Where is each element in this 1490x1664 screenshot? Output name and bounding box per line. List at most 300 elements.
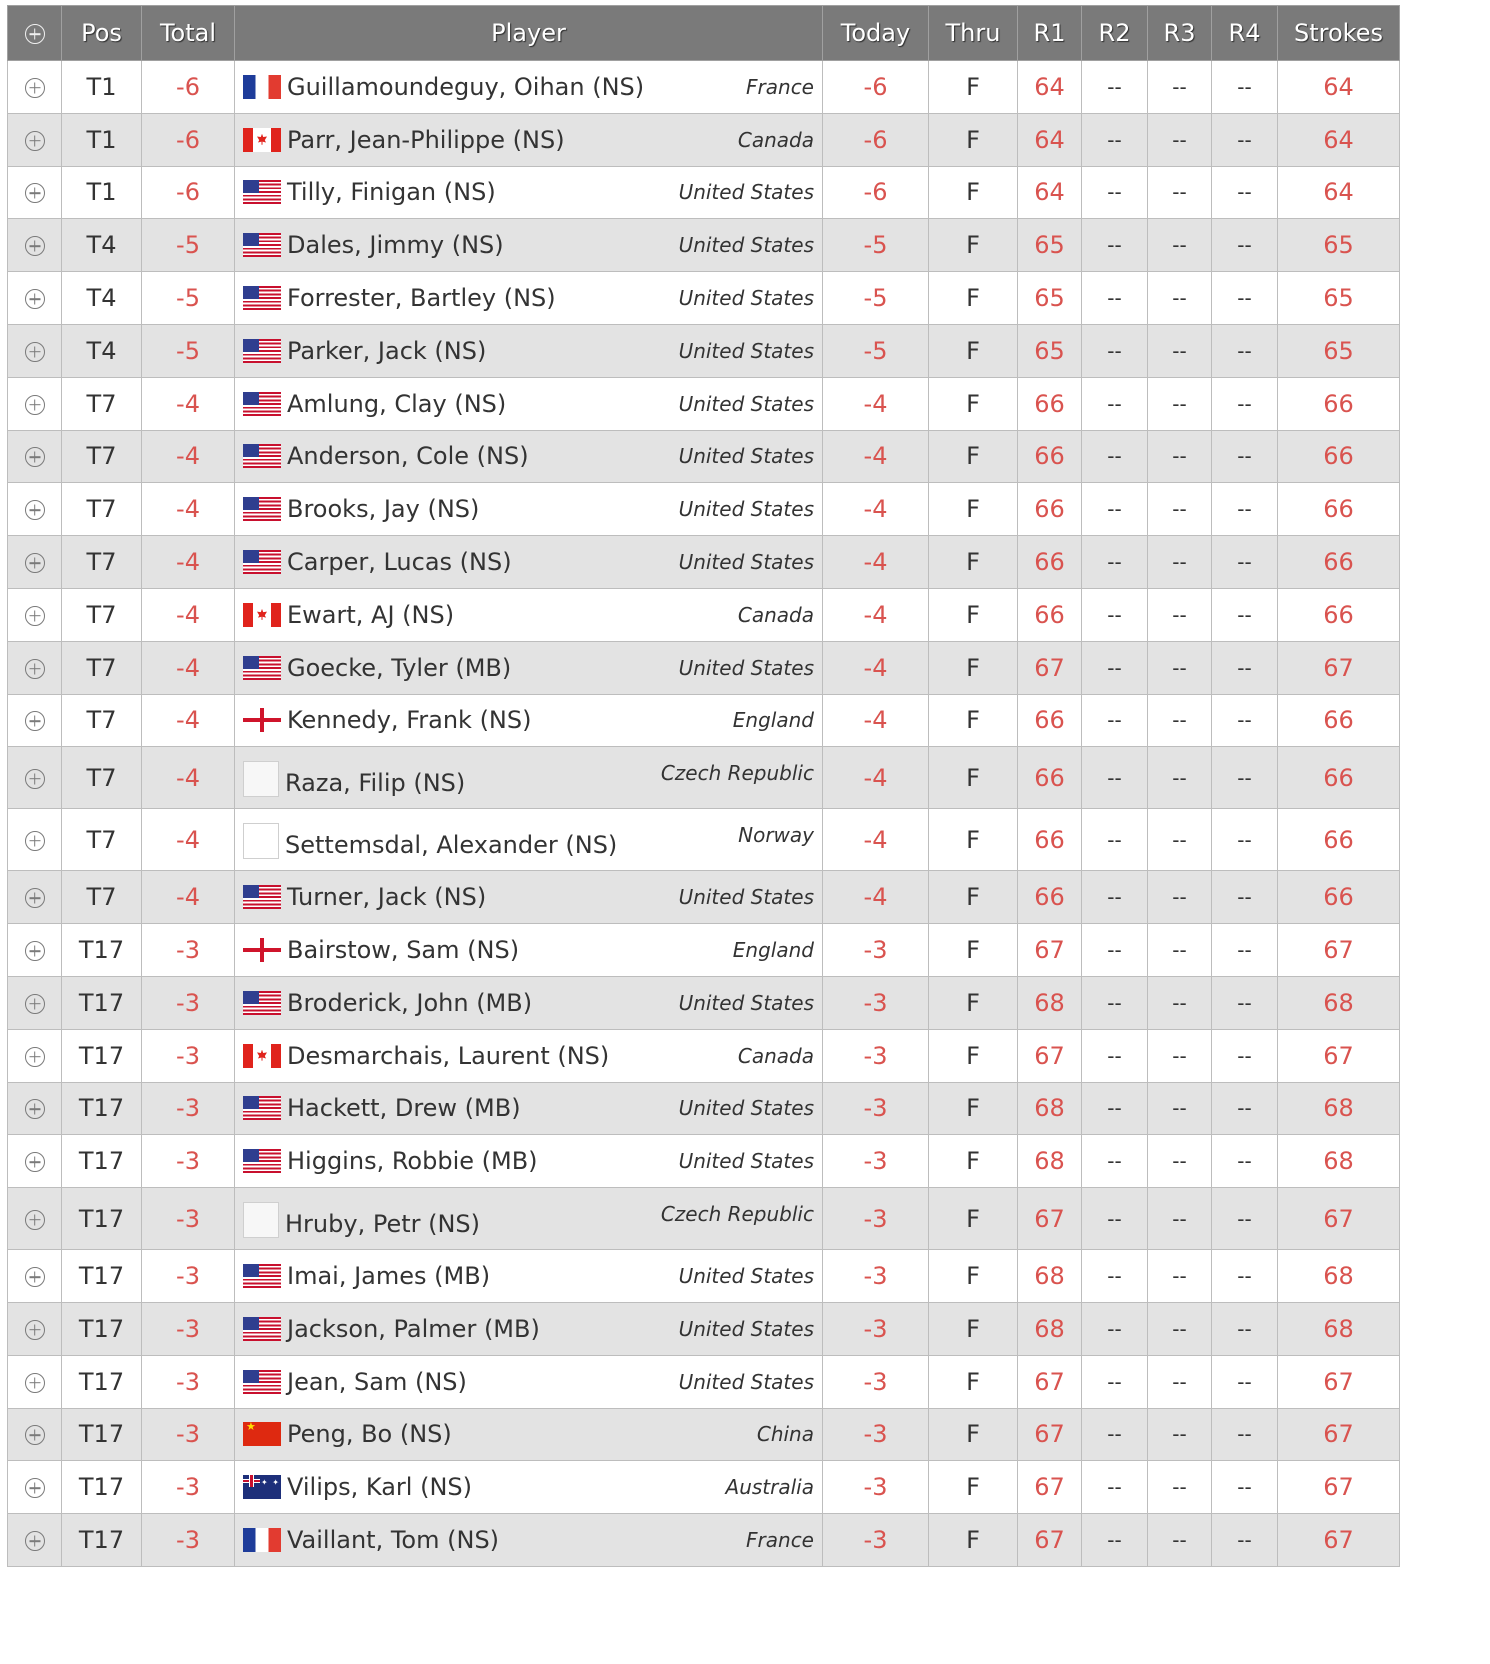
flag-fr-icon [243,1528,281,1552]
round-1-score: 65 [1018,324,1082,377]
expand-row-icon[interactable] [25,500,45,520]
header-r3[interactable]: R3 [1148,6,1212,61]
table-row[interactable] [8,1250,1400,1303]
table-row[interactable] [8,1302,1400,1355]
player-name[interactable]: Raza, Filip (NS) [285,768,466,797]
player-cell[interactable] [235,976,823,1029]
player-name[interactable]: Desmarchais, Laurent (NS) [287,1041,610,1070]
player-name[interactable]: Anderson, Cole (NS) [287,442,529,471]
header-total[interactable]: Total [142,6,235,61]
header-thru[interactable]: Thru [929,6,1018,61]
today-score: -5 [823,219,929,272]
round-2-score: -- [1082,976,1148,1029]
row-expand[interactable] [8,809,62,871]
position: T7 [62,871,142,924]
today-score: -3 [823,1135,929,1188]
round-4-score: -- [1212,219,1278,272]
player-name[interactable]: Vilips, Karl (NS) [287,1473,472,1502]
today-score: -3 [823,976,929,1029]
thru: F [929,1250,1018,1303]
round-1-score: 68 [1018,1302,1082,1355]
player-name[interactable]: Forrester, Bartley (NS) [287,284,556,313]
today-score: -6 [823,113,929,166]
player-name[interactable]: Jean, Sam (NS) [287,1367,467,1396]
round-4-score: -- [1212,1029,1278,1082]
expand-row-icon[interactable] [25,769,45,789]
position: T17 [62,924,142,977]
table-row[interactable] [8,1029,1400,1082]
position: T1 [62,61,142,114]
player-cell[interactable] [235,166,823,219]
round-3-score: -- [1148,747,1212,809]
table-row[interactable] [8,1135,1400,1188]
player-cell[interactable] [235,377,823,430]
round-3-score: -- [1148,641,1212,694]
round-1-score: 66 [1018,536,1082,589]
player-cell[interactable] [235,1135,823,1188]
round-2-score: -- [1082,871,1148,924]
row-expand[interactable] [8,483,62,536]
total-score: -4 [142,483,235,536]
today-score: -4 [823,430,929,483]
round-2-score: -- [1082,1408,1148,1461]
strokes: 66 [1278,871,1400,924]
flag-us-icon [243,1317,281,1341]
flag-us-icon [243,885,281,909]
player-cell[interactable] [235,1514,823,1567]
table-row[interactable] [8,588,1400,641]
total-score: -4 [142,809,235,871]
player-country: Canada [737,602,814,627]
round-3-score: -- [1148,1135,1212,1188]
expand-row-icon[interactable] [25,711,45,731]
table-row[interactable] [8,113,1400,166]
total-score: -3 [142,1461,235,1514]
player-cell[interactable] [235,536,823,589]
position: T7 [62,641,142,694]
player-cell[interactable] [235,1408,823,1461]
round-4-score: -- [1212,536,1278,589]
player-cell[interactable] [235,1461,823,1514]
player-name[interactable]: Dales, Jimmy (NS) [287,231,504,260]
player-cell[interactable] [235,272,823,325]
player-cell[interactable] [235,1355,823,1408]
row-expand[interactable] [8,1029,62,1082]
player-cell[interactable] [235,871,823,924]
table-row[interactable] [8,871,1400,924]
total-score: -3 [142,1188,235,1250]
round-4-score: -- [1212,61,1278,114]
row-expand[interactable] [8,694,62,747]
total-score: -3 [142,1355,235,1408]
round-3-score: -- [1148,377,1212,430]
total-score: -3 [142,1250,235,1303]
player-cell[interactable] [235,430,823,483]
strokes: 65 [1278,272,1400,325]
round-4-score: -- [1212,483,1278,536]
table-row[interactable] [8,924,1400,977]
table-row[interactable] [8,324,1400,377]
player-name[interactable]: Jackson, Palmer (MB) [287,1314,540,1343]
expand-row-icon[interactable] [25,1099,45,1119]
table-row[interactable] [8,536,1400,589]
player-name[interactable]: Hackett, Drew (MB) [287,1094,521,1123]
player-name[interactable]: Turner, Jack (NS) [287,883,487,912]
player-name[interactable]: Vaillant, Tom (NS) [287,1526,500,1555]
flag-us-icon [243,1096,281,1120]
position: T7 [62,809,142,871]
strokes: 68 [1278,1302,1400,1355]
round-1-score: 66 [1018,430,1082,483]
table-row[interactable] [8,430,1400,483]
expand-row-icon[interactable] [25,994,45,1014]
thru: F [929,1029,1018,1082]
row-expand[interactable] [8,1514,62,1567]
row-expand[interactable] [8,1082,62,1135]
player-country: Canada [737,1043,814,1068]
row-expand[interactable] [8,747,62,809]
flag-en-icon [243,938,281,962]
today-score: -6 [823,61,929,114]
total-score: -4 [142,536,235,589]
table-row[interactable] [8,1188,1400,1250]
round-4-score: -- [1212,1461,1278,1514]
player-name[interactable]: Bairstow, Sam (NS) [287,936,520,965]
round-1-score: 66 [1018,809,1082,871]
round-2-score: -- [1082,377,1148,430]
today-score: -3 [823,1302,929,1355]
player-cell[interactable] [235,809,823,871]
player-cell[interactable] [235,1250,823,1303]
round-4-score: -- [1212,641,1278,694]
table-row[interactable] [8,1461,1400,1514]
thru: F [929,483,1018,536]
round-1-score: 67 [1018,1355,1082,1408]
player-name[interactable]: Hruby, Petr (NS) [285,1209,481,1238]
round-1-score: 66 [1018,588,1082,641]
strokes: 67 [1278,641,1400,694]
player-cell[interactable] [235,113,823,166]
player-name[interactable]: Kennedy, Frank (NS) [287,706,532,735]
expand-row-icon[interactable] [25,1478,45,1498]
expand-row-icon[interactable] [25,236,45,256]
round-3-score: -- [1148,272,1212,325]
player-country: United States [678,233,814,258]
table-row[interactable] [8,483,1400,536]
row-expand[interactable] [8,976,62,1029]
today-score: -3 [823,1408,929,1461]
position: T17 [62,1461,142,1514]
round-1-score: 66 [1018,483,1082,536]
expand-row-icon[interactable] [25,553,45,573]
round-2-score: -- [1082,1250,1148,1303]
round-4-score: -- [1212,1302,1278,1355]
player-cell[interactable] [235,588,823,641]
round-2-score: -- [1082,430,1148,483]
round-4-score: -- [1212,871,1278,924]
round-4-score: -- [1212,377,1278,430]
flag-us-icon [243,1264,281,1288]
expand-row-icon[interactable] [25,78,45,98]
row-expand[interactable] [8,219,62,272]
table-row[interactable] [8,1355,1400,1408]
strokes: 68 [1278,1082,1400,1135]
row-expand[interactable] [8,377,62,430]
round-2-score: -- [1082,483,1148,536]
expand-row-icon[interactable] [25,1267,45,1287]
header-pos[interactable]: Pos [62,6,142,61]
strokes: 66 [1278,430,1400,483]
round-2-score: -- [1082,1029,1148,1082]
round-3-score: -- [1148,1408,1212,1461]
today-score: -3 [823,1188,929,1250]
player-cell[interactable] [235,924,823,977]
today-score: -4 [823,871,929,924]
position: T17 [62,1408,142,1461]
total-score: -3 [142,1302,235,1355]
round-4-score: -- [1212,694,1278,747]
table-row[interactable] [8,166,1400,219]
total-score: -3 [142,924,235,977]
round-1-score: 64 [1018,61,1082,114]
expand-row-icon[interactable] [25,342,45,362]
position: T7 [62,483,142,536]
table-row[interactable] [8,694,1400,747]
round-3-score: -- [1148,61,1212,114]
round-3-score: -- [1148,809,1212,871]
row-expand[interactable] [8,641,62,694]
player-cell[interactable] [235,219,823,272]
header-r4[interactable]: R4 [1212,6,1278,61]
table-row[interactable] [8,219,1400,272]
expand-row-icon[interactable] [25,659,45,679]
row-expand[interactable] [8,536,62,589]
player-country: United States [678,1369,814,1394]
player-name[interactable]: Brooks, Jay (NS) [287,495,480,524]
flag-us-icon [243,180,281,204]
row-expand[interactable] [8,1302,62,1355]
player-name[interactable]: Broderick, John (MB) [287,988,533,1017]
player-cell[interactable] [235,1082,823,1135]
round-1-score: 67 [1018,1461,1082,1514]
flag-placeholder-icon [243,761,279,797]
player-cell[interactable] [235,641,823,694]
expand-row-icon[interactable] [25,1152,45,1172]
player-cell[interactable] [235,1029,823,1082]
expand-row-icon[interactable] [25,1210,45,1230]
row-expand[interactable] [8,1188,62,1250]
player-name[interactable]: Carper, Lucas (NS) [287,548,512,577]
table-row[interactable] [8,1408,1400,1461]
expand-row-icon[interactable] [25,395,45,415]
row-expand[interactable] [8,1355,62,1408]
table-row[interactable] [8,747,1400,809]
table-row[interactable] [8,976,1400,1029]
player-country: United States [678,391,814,416]
expand-row-icon[interactable] [25,1320,45,1340]
row-expand[interactable] [8,166,62,219]
round-2-score: -- [1082,113,1148,166]
row-expand[interactable] [8,324,62,377]
flag-us-icon [243,991,281,1015]
expand-row-icon[interactable] [25,447,45,467]
round-4-score: -- [1212,924,1278,977]
expand-all-icon[interactable] [25,24,45,44]
header-player[interactable]: Player [235,6,823,61]
player-country: United States [678,550,814,575]
header-today[interactable]: Today [823,6,929,61]
today-score: -4 [823,536,929,589]
round-1-score: 64 [1018,166,1082,219]
expand-row-icon[interactable] [25,888,45,908]
player-name[interactable]: Parker, Jack (NS) [287,336,487,365]
total-score: -4 [142,430,235,483]
total-score: -3 [142,1514,235,1567]
position: T7 [62,588,142,641]
flag-us-icon [243,392,281,416]
round-3-score: -- [1148,1461,1212,1514]
round-2-score: -- [1082,924,1148,977]
round-1-score: 66 [1018,747,1082,809]
expand-row-icon[interactable] [25,183,45,203]
round-2-score: -- [1082,1514,1148,1567]
thru: F [929,1135,1018,1188]
thru: F [929,1514,1018,1567]
expand-row-icon[interactable] [25,1047,45,1067]
table-row[interactable] [8,641,1400,694]
thru: F [929,166,1018,219]
strokes: 67 [1278,1514,1400,1567]
row-expand[interactable] [8,588,62,641]
round-3-score: -- [1148,694,1212,747]
round-3-score: -- [1148,430,1212,483]
expand-row-icon[interactable] [25,1373,45,1393]
strokes: 66 [1278,536,1400,589]
today-score: -4 [823,809,929,871]
round-2-score: -- [1082,694,1148,747]
flag-us-icon [243,444,281,468]
row-expand[interactable] [8,924,62,977]
row-expand[interactable] [8,1408,62,1461]
player-name[interactable]: Amlung, Clay (NS) [287,389,507,418]
expand-row-icon[interactable] [25,131,45,151]
today-score: -4 [823,377,929,430]
player-cell[interactable] [235,61,823,114]
round-1-score: 66 [1018,871,1082,924]
round-2-score: -- [1082,219,1148,272]
expand-row-icon[interactable] [25,831,45,851]
flag-au-icon [243,1475,281,1499]
row-expand[interactable] [8,1461,62,1514]
expand-row-icon[interactable] [25,1531,45,1551]
thru: F [929,324,1018,377]
strokes: 67 [1278,1408,1400,1461]
player-cell[interactable] [235,324,823,377]
player-name[interactable]: Higgins, Robbie (MB) [287,1147,538,1176]
expand-row-icon[interactable] [25,1425,45,1445]
round-4-score: -- [1212,324,1278,377]
player-country: France [746,1528,814,1553]
table-row[interactable] [8,272,1400,325]
round-1-score: 67 [1018,1029,1082,1082]
player-name[interactable]: Tilly, Finigan (NS) [287,178,496,207]
player-name[interactable]: Peng, Bo (NS) [287,1420,452,1449]
row-expand[interactable] [8,113,62,166]
table-row[interactable] [8,1082,1400,1135]
strokes: 68 [1278,976,1400,1029]
player-cell[interactable] [235,483,823,536]
header-r2[interactable]: R2 [1082,6,1148,61]
round-4-score: -- [1212,1355,1278,1408]
row-expand[interactable] [8,430,62,483]
round-2-score: -- [1082,536,1148,589]
round-1-score: 67 [1018,1514,1082,1567]
row-expand[interactable] [8,1135,62,1188]
row-expand[interactable] [8,871,62,924]
player-name[interactable]: Guillamoundeguy, Oihan (NS) [287,72,645,101]
player-cell[interactable] [235,1188,823,1250]
position: T17 [62,1029,142,1082]
round-2-score: -- [1082,1188,1148,1250]
thru: F [929,272,1018,325]
table-row[interactable] [8,61,1400,114]
player-country: England [732,938,814,963]
total-score: -3 [142,1408,235,1461]
player-country: France [746,74,814,99]
row-expand[interactable] [8,272,62,325]
today-score: -3 [823,1355,929,1408]
strokes: 68 [1278,1135,1400,1188]
table-row[interactable] [8,1514,1400,1567]
player-country: Czech Republic [660,760,814,785]
player-cell[interactable] [235,1302,823,1355]
player-name[interactable]: Parr, Jean-Philippe (NS) [287,125,565,154]
expand-row-icon[interactable] [25,606,45,626]
table-row[interactable] [8,377,1400,430]
thru: F [929,61,1018,114]
table-row[interactable] [8,809,1400,871]
player-country: United States [678,655,814,680]
round-3-score: -- [1148,1250,1212,1303]
round-3-score: -- [1148,166,1212,219]
player-name[interactable]: Ewart, AJ (NS) [287,600,455,629]
round-3-score: -- [1148,924,1212,977]
player-name[interactable]: Settemsdal, Alexander (NS) [285,830,618,859]
round-2-score: -- [1082,1355,1148,1408]
flag-cn-icon [243,1422,281,1446]
header-r1[interactable]: R1 [1018,6,1082,61]
row-expand[interactable] [8,1250,62,1303]
round-1-score: 65 [1018,272,1082,325]
row-expand[interactable] [8,61,62,114]
player-country: United States [678,885,814,910]
expand-all-header[interactable] [8,6,62,61]
expand-row-icon[interactable] [25,941,45,961]
round-1-score: 68 [1018,1082,1082,1135]
round-2-score: -- [1082,324,1148,377]
player-cell[interactable] [235,694,823,747]
round-3-score: -- [1148,113,1212,166]
table-body [8,61,1400,1567]
player-name[interactable]: Imai, James (MB) [287,1262,491,1291]
player-name[interactable]: Goecke, Tyler (MB) [287,653,512,682]
player-country: United States [678,338,814,363]
position: T1 [62,166,142,219]
header-strokes[interactable]: Strokes [1278,6,1400,61]
position: T17 [62,1250,142,1303]
expand-row-icon[interactable] [25,289,45,309]
player-cell[interactable] [235,747,823,809]
